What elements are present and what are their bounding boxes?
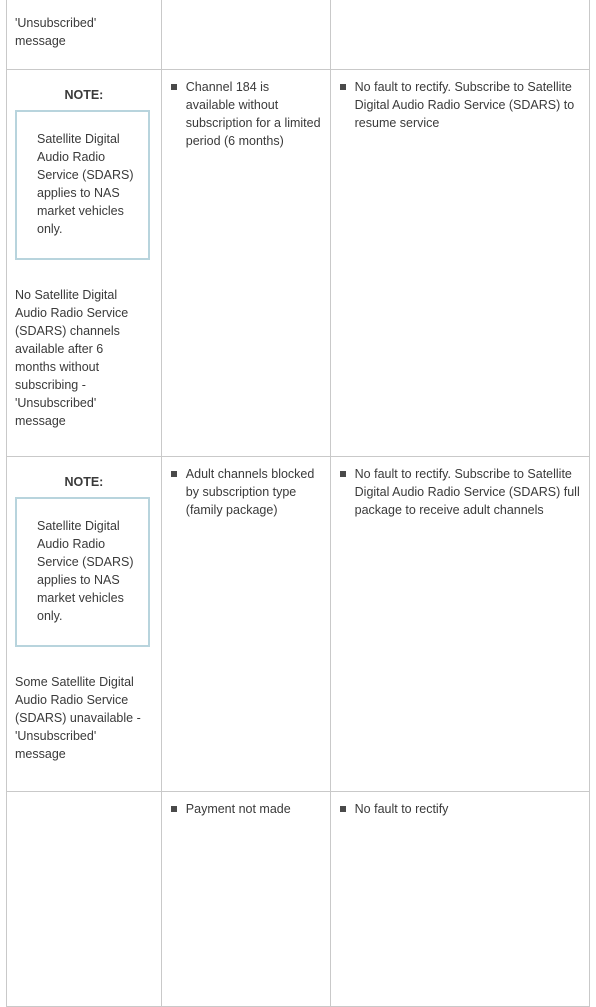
cause-list [170,800,322,818]
cause-item [170,78,322,150]
action-item [339,78,581,132]
symptom-text: No Satellite Digital Audio Radio Service (SDARS) channels available after 6 months without subscribing - 'Unsubscribed' message [15,288,129,428]
cause-item [170,800,322,818]
note-title: NOTE: [64,475,104,489]
note-box [15,110,150,260]
symptom-cell [7,457,162,792]
note-text: Satellite Digital Audio Radio Service (SDARS) applies to NAS market vehicles only. [37,132,134,236]
symptom-cell [7,792,162,1007]
action-cell [330,792,589,1007]
symptom-cause-action-table [6,0,590,1007]
symptom-text: Some Satellite Digital Audio Radio Service (SDARS) unavailable - 'Unsubscribed' message [15,675,141,761]
action-cell [330,70,589,457]
note-text: Satellite Digital Audio Radio Service (SDARS) applies to NAS market vehicles only. [37,519,134,623]
symptom-cell [7,0,162,70]
table-row [7,792,590,1007]
cause-cell [161,792,330,1007]
action-item [339,800,581,818]
cause-item [170,465,322,519]
note-title: NOTE: [64,88,104,102]
cause-text: Adult channels blocked by subscription type (family package) [185,467,315,517]
cause-text: Payment not made [185,802,291,816]
action-list [339,78,581,132]
action-list [339,465,581,519]
cause-cell [161,457,330,792]
note-box [15,497,150,647]
action-item [339,465,581,519]
symptom-cell [7,70,162,457]
action-list [339,800,581,818]
table-row [7,0,590,70]
cause-cell [161,70,330,457]
symptom-text: 'Unsubscribed' message [15,16,97,48]
action-cell [330,457,589,792]
action-text: No fault to rectify [354,802,449,816]
cause-list [170,465,322,519]
table-row [7,457,590,792]
cause-text: Channel 184 is available without subscription for a limited period (6 months) [185,80,321,148]
cause-list [170,78,322,150]
cause-cell [161,0,330,70]
action-text: No fault to rectify. Subscribe to Satellite Digital Audio Radio Service (SDARS) to resume service [354,80,575,130]
action-text: No fault to rectify. Subscribe to Satellite Digital Audio Radio Service (SDARS) full package to receive adult channels [354,467,580,517]
table-row [7,70,590,457]
action-cell [330,0,589,70]
